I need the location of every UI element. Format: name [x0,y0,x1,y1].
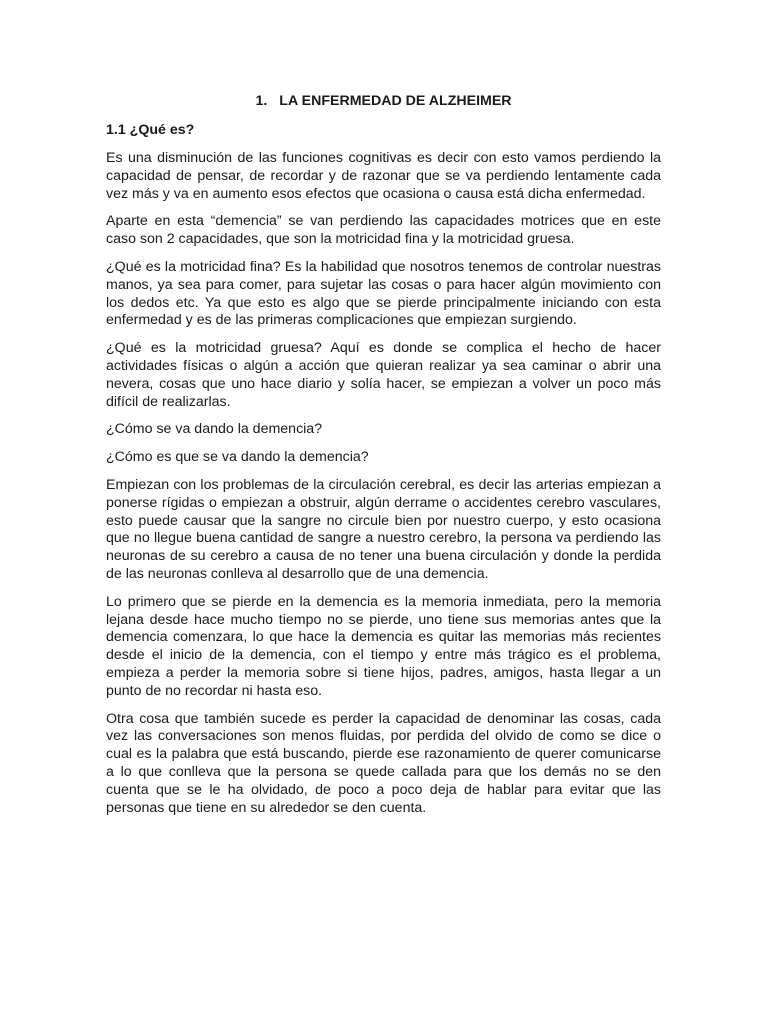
title-text: LA ENFERMEDAD DE ALZHEIMER [279,93,512,109]
paragraph-circulation: Empiezan con los problemas de la circulación cerebral, es decir las arterias empiezan a ponerse rígidas o empiezan a obstruir, algún derrame o accidentes cerebro vasculares, esto puede causar que la sangre no circule bien por nuestro cuerpo, y esto ocasiona que no llegue buena cantidad de sangre a nuestro cerebro, la persona va perdiendo las neuronas de su cerebro a causa de no tener una buena circulación y donde la perdida de las neuronas conlleva al desarrollo que de una demencia. [106,476,661,582]
paragraph-gross-motor: ¿Qué es la motricidad gruesa? Aquí es donde se complica el hecho de hacer actividades físicas o algún a acción que quieran realizar ya sea caminar o abrir una nevera, cosas que uno hace diario y solía hacer, se empiezan a volver un poco más difícil de realizarlas. [106,340,661,410]
paragraph-definition: Es una disminución de las funciones cognitivas es decir con esto vamos perdiendo la capacidad de pensar, de recordar y de razonar que se va perdiendo lentamente cada vez más y va en aumento esos efectos que ocasiona o causa está dicha enfermedad. [106,150,661,202]
document-title [106,92,661,110]
paragraph-question-2: ¿Cómo es que se va dando la demencia? [106,449,369,466]
paragraph-language: Otra cosa que también sucede es perder la capacidad de denominar las cosas, cada vez las conversaciones son menos fluidas, por perdida del olvido de como se dice o cual es la palabra que está buscando, pierde ese razonamiento de querer comunicarse a lo que conlleva que la persona se quede callada para que los demás no se den cuenta que se le ha olvidado, de poco a poco deja de hablar para evitar que las personas que tiene en su alrededor se den cuenta. [106,710,661,816]
paragraph-motor-capacities: Aparte en esta “demencia” se van perdiendo las capacidades motrices que en este caso son 2 capacidades, que son la motricidad fina y la motricidad gruesa. [106,213,661,248]
document-body [106,92,661,827]
paragraph-fine-motor: ¿Qué es la motricidad fina? Es la habilidad que nosotros tenemos de controlar nuestras manos, ya sea para comer, para sujetar las cosas o para hacer algún movimiento con los dedos etc. Ya que esto es algo que se pierde principalmente iniciando con esta enfermedad y es de las primeras complicaciones que empiezan surgiendo. [106,258,661,329]
paragraph-memory: Lo primero que se pierde en la demencia es la memoria inmediata, pero la memoria lejana desde hace mucho tiempo no se pierde, uno tiene sus memorias antes que la demencia comenzara, lo que hace la demencia es quitar las memorias más recientes desde el inicio de la demencia, con el tiempo y entre más trágico es el problema, empieza a perder la memoria sobre si tiene hijos, padres, amigos, hasta llegar a un punto de no recordar ni hasta eso. [106,593,661,699]
section-heading: 1.1 ¿Qué es? [106,122,195,138]
title-number: 1. [255,93,268,109]
paragraph-question-1: ¿Cómo se va dando la demencia? [106,421,323,438]
